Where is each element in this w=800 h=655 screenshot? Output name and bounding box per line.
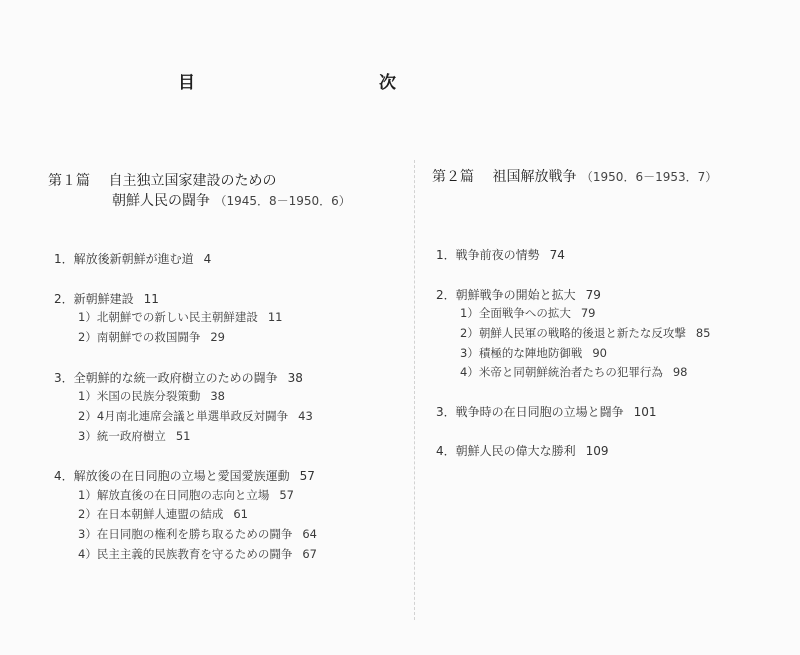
toc-subentry-page: 29	[210, 330, 225, 344]
toc-entry-page: 74	[549, 248, 565, 262]
toc-subentry-label: 2）南朝鮮での救国闘争	[78, 330, 201, 344]
toc-entry[interactable]	[436, 246, 565, 263]
toc-subentry-page: 61	[233, 507, 248, 521]
part2-title: 祖国解放戦争	[492, 169, 577, 185]
toc-subentry[interactable]	[78, 546, 317, 562]
toc-subentry-page: 11	[267, 310, 283, 324]
toc-entry-label: 4．解放後の在日同胞の立場と愛国愛族運動	[54, 469, 290, 483]
toc-subentry-page: 98	[672, 365, 688, 379]
toc-subentry[interactable]	[460, 325, 710, 341]
toc-subentry-page: 67	[302, 547, 317, 561]
toc-subentry-page: 85	[695, 326, 711, 340]
page-title: 目 次	[178, 73, 446, 93]
toc-subentry-label: 1）北朝鮮での新しい民主朝鮮建設	[78, 310, 258, 324]
toc-subentry[interactable]	[78, 487, 294, 503]
toc-subentry-page: 43	[298, 409, 313, 423]
toc-entry-label: 2．朝鮮戦争の開始と拡大	[436, 288, 576, 302]
toc-entry-label: 4．朝鮮人民の偉大な勝利	[436, 444, 576, 458]
toc-entry-label: 1．戦争前夜の情勢	[436, 248, 540, 262]
toc-subentry[interactable]	[460, 345, 607, 361]
toc-entry[interactable]	[54, 290, 159, 307]
toc-entry-page: 4	[203, 252, 212, 266]
toc-subentry[interactable]	[78, 309, 282, 325]
toc-entry[interactable]	[436, 403, 657, 420]
part1-title-line1: 自主独立国家建設のための	[108, 173, 277, 189]
part2-heading	[432, 166, 717, 186]
toc-entry[interactable]	[436, 286, 601, 303]
toc-subentry-label: 4）民主主義的民族教育を守るための闘争	[78, 547, 293, 561]
part2-dates: （1950．6－1953．7）	[580, 170, 718, 184]
toc-subentry[interactable]	[460, 305, 595, 321]
toc-subentry[interactable]	[78, 388, 225, 404]
toc-subentry-label: 2）在日本朝鮮人連盟の結成	[78, 507, 224, 521]
part1-heading-line2	[112, 190, 351, 210]
toc-subentry-label: 2）朝鮮人民軍の戦略的後退と新たな反攻撃	[460, 326, 686, 340]
toc-entry-page: 38	[287, 371, 303, 385]
toc-subentry-page: 64	[302, 527, 317, 541]
toc-subentry[interactable]	[78, 428, 190, 444]
toc-subentry-page: 51	[175, 429, 191, 443]
toc-entry-page: 109	[585, 444, 609, 458]
toc-subentry[interactable]	[78, 408, 313, 424]
toc-entry-page: 57	[299, 469, 315, 483]
toc-entry[interactable]	[436, 442, 609, 459]
toc-entry-label: 2．新朝鮮建設	[54, 292, 134, 306]
toc-entry-label: 3．戦争時の在日同胞の立場と闘争	[436, 405, 624, 419]
toc-subentry[interactable]	[78, 526, 317, 542]
toc-subentry[interactable]	[460, 364, 687, 380]
part1-title-line2: 朝鮮人民の闘争	[112, 193, 210, 209]
toc-subentry-label: 2）4月南北連席会議と単選単政反対闘争	[78, 409, 289, 423]
part2-number: 第２篇	[432, 169, 474, 185]
toc-subentry-page: 79	[580, 306, 596, 320]
toc-subentry-label: 1）全面戦争への拡大	[460, 306, 571, 320]
toc-entry-page: 79	[585, 288, 601, 302]
part1-dates: （1945．8－1950．6）	[214, 194, 351, 208]
toc-subentry[interactable]	[78, 506, 248, 522]
toc-subentry[interactable]	[78, 329, 225, 345]
toc-entry[interactable]	[54, 369, 303, 386]
toc-entry-page: 11	[143, 292, 159, 306]
part1-number: 第１篇	[48, 173, 90, 189]
toc-entry[interactable]	[54, 467, 315, 484]
toc-entry-label: 1．解放後新朝鮮が進む道	[54, 252, 194, 266]
toc-subentry-page: 38	[210, 389, 225, 403]
toc-subentry-label: 1）解放直後の在日同胞の志向と立場	[78, 488, 270, 502]
toc-subentry-label: 4）米帝と同朝鮮統治者たちの犯罪行為	[460, 365, 663, 379]
toc-subentry-page: 57	[279, 488, 294, 502]
toc-subentry-label: 1）米国の民族分裂策動	[78, 389, 201, 403]
toc-entry[interactable]	[54, 250, 211, 267]
toc-subentry-page: 90	[592, 346, 607, 360]
part1-heading	[48, 170, 276, 190]
toc-entry-page: 101	[633, 405, 657, 419]
toc-subentry-label: 3）在日同胞の権利を勝ち取るための闘争	[78, 527, 293, 541]
toc-subentry-label: 3）積極的な陣地防御戦	[460, 346, 583, 360]
toc-subentry-label: 3）統一政府樹立	[78, 429, 166, 443]
toc-entry-label: 3．全朝鮮的な統一政府樹立のための闘争	[54, 371, 278, 385]
column-divider	[414, 160, 415, 620]
